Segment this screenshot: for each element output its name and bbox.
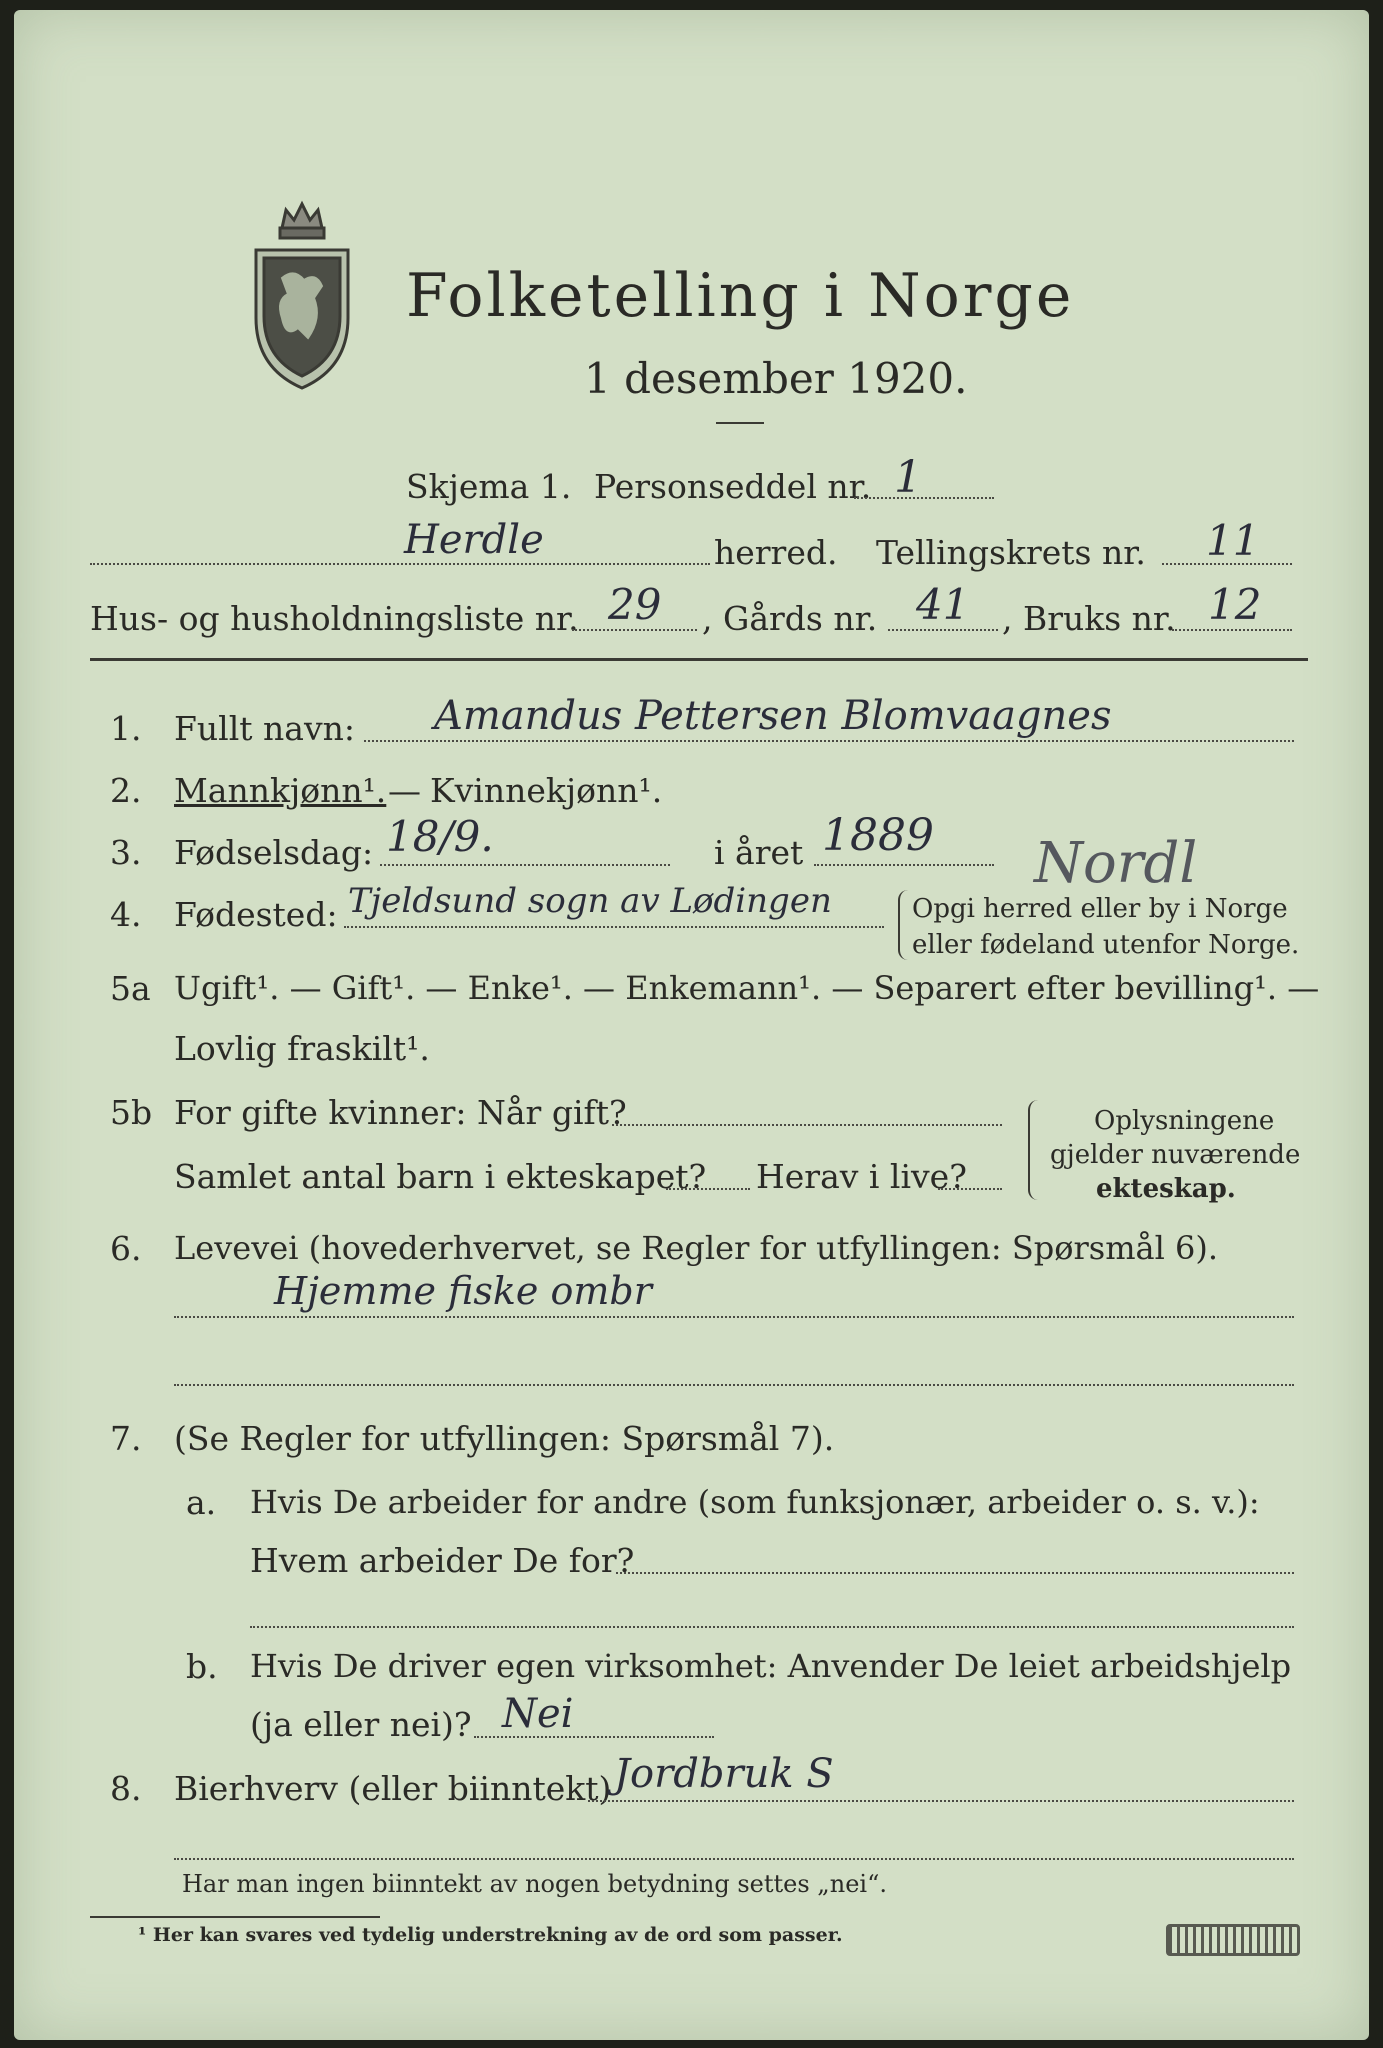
footnote: ¹ Her kan svares ved tydelig understrekning av de ord som passer.: [138, 1924, 843, 1946]
q3-year-line: [814, 864, 994, 866]
husliste-value: 29: [608, 580, 662, 629]
q4-line: [344, 926, 884, 928]
printer-stamp-icon: [1166, 1924, 1300, 1956]
q4-note-brace: [898, 890, 910, 960]
gards-value: 41: [916, 580, 970, 629]
q5a-line2: Lovlig fraskilt¹.: [174, 1029, 430, 1068]
gards-label: , Gårds nr.: [702, 599, 878, 638]
q5b-line1: For gifte kvinner: Når gift?: [174, 1093, 627, 1132]
q8-number: 8.: [110, 1769, 142, 1808]
q6-value: Hjemme fiske ombr: [274, 1269, 652, 1313]
q5b-children-label: Samlet antal barn i ekteskapet?: [174, 1157, 707, 1196]
form-title: Folketelling i Norge: [406, 261, 1075, 331]
q1-value: Amandus Pettersen Blomvaagnes: [434, 693, 1112, 739]
personseddel-value: 1: [894, 452, 922, 503]
q1-line: [364, 740, 1294, 742]
q4-label: Fødested:: [174, 895, 338, 934]
q3-number: 3.: [110, 833, 142, 872]
q5a-number: 5a: [110, 969, 151, 1008]
census-date: 1 desember 1920.: [584, 354, 968, 403]
q2-separator: —: [388, 771, 421, 810]
q2-female: Kvinnekjønn¹.: [430, 771, 663, 810]
q5b-alive-line: [938, 1188, 1002, 1190]
tellingskrets-label: Tellingskrets nr.: [876, 533, 1146, 572]
q2-male: Mannkjønn¹.: [174, 771, 387, 810]
q6-label: Levevei (hovederhvervet, se Regler for utfyllingen: Spørsmål 6).: [174, 1229, 1219, 1267]
q3-margin-note: Nordl: [1034, 831, 1198, 896]
q5b-married-line: [612, 1124, 1002, 1126]
census-form-sheet: [14, 10, 1369, 2040]
husliste-label: Hus- og husholdningsliste nr.: [90, 599, 579, 638]
q7b-number: b.: [186, 1647, 218, 1686]
q4-value: Tjeldsund sogn av Lødingen: [348, 881, 832, 921]
q2-number: 2.: [110, 771, 142, 810]
herred-line: [90, 563, 710, 565]
q7-number: 7.: [110, 1419, 142, 1458]
title-underline: [716, 422, 764, 424]
q3-label: Fødselsdag:: [174, 833, 374, 872]
q6-line2: [174, 1384, 1294, 1386]
q4-note-line2: eller fødeland utenfor Norge.: [912, 930, 1300, 960]
q7-label: (Se Regler for utfyllingen: Spørsmål 7).: [174, 1419, 835, 1458]
footer-divider: [90, 1916, 380, 1918]
q7a-number: a.: [186, 1483, 217, 1522]
husliste-line: [572, 629, 697, 631]
q7b-line1: Hvis De driver egen virksomhet: Anvender De leiet arbeidshjelp: [250, 1647, 1292, 1685]
q6-number: 6.: [110, 1229, 142, 1268]
q7a-line1: Hvis De arbeider for andre (som funksjonær, arbeider o. s. v.):: [250, 1483, 1260, 1521]
herred-label: herred.: [714, 533, 838, 572]
q1-number: 1.: [110, 709, 142, 748]
q8-line-extra: [174, 1858, 1294, 1860]
bruks-line: [1172, 629, 1292, 631]
personseddel-line: [854, 497, 994, 499]
footer-note: Har man ingen biinntekt av nogen betydning settes „nei“.: [182, 1870, 887, 1898]
q5a-line1: Ugift¹. — Gift¹. — Enke¹. — Enkemann¹. — Separert efter bevilling¹. —: [174, 969, 1320, 1007]
norwegian-lion-crest-icon: [242, 188, 362, 398]
q3-date-line: [380, 864, 670, 866]
q1-label: Fullt navn:: [174, 709, 355, 748]
q3-year-label: i året: [714, 833, 804, 872]
herred-value: Herdle: [404, 517, 544, 563]
schema-label: Skjema 1.: [406, 467, 572, 506]
q7a-line-extra: [250, 1626, 1294, 1628]
personseddel-label: Personseddel nr.: [594, 467, 872, 506]
q8-value: Jordbruk S: [614, 1751, 834, 1797]
q5b-note-line3: ekteskap.: [1096, 1174, 1236, 1204]
q5b-number: 5b: [110, 1093, 153, 1132]
q4-number: 4.: [110, 895, 142, 934]
q7b-value: Nei: [502, 1691, 574, 1737]
gards-line: [888, 629, 998, 631]
q3-year-value: 1889: [822, 810, 934, 861]
q3-date-value: 18/9.: [386, 812, 494, 861]
q8-line: [588, 1800, 1294, 1802]
q7b-line2: (ja eller nei)?: [250, 1705, 472, 1744]
q5b-alive-label: Herav i live?: [756, 1157, 967, 1196]
tellingskrets-value: 11: [1206, 516, 1260, 565]
q5b-note-line1: Oplysningene: [1094, 1106, 1275, 1136]
header-divider: [90, 658, 1308, 661]
bruks-value: 12: [1208, 580, 1262, 629]
q6-line1: [174, 1316, 1294, 1318]
q5b-note-brace: [1028, 1100, 1040, 1200]
q7a-line2: Hvem arbeider De for?: [250, 1541, 635, 1580]
q5b-note-line2: gjelder nuværende: [1050, 1140, 1301, 1170]
q4-note-line1: Opgi herred eller by i Norge: [912, 894, 1288, 924]
q5b-children-line: [666, 1188, 750, 1190]
q7a-line: [616, 1572, 1294, 1574]
q8-label: Bierhverv (eller biinntekt): [174, 1769, 612, 1808]
bruks-label: , Bruks nr.: [1002, 599, 1176, 638]
